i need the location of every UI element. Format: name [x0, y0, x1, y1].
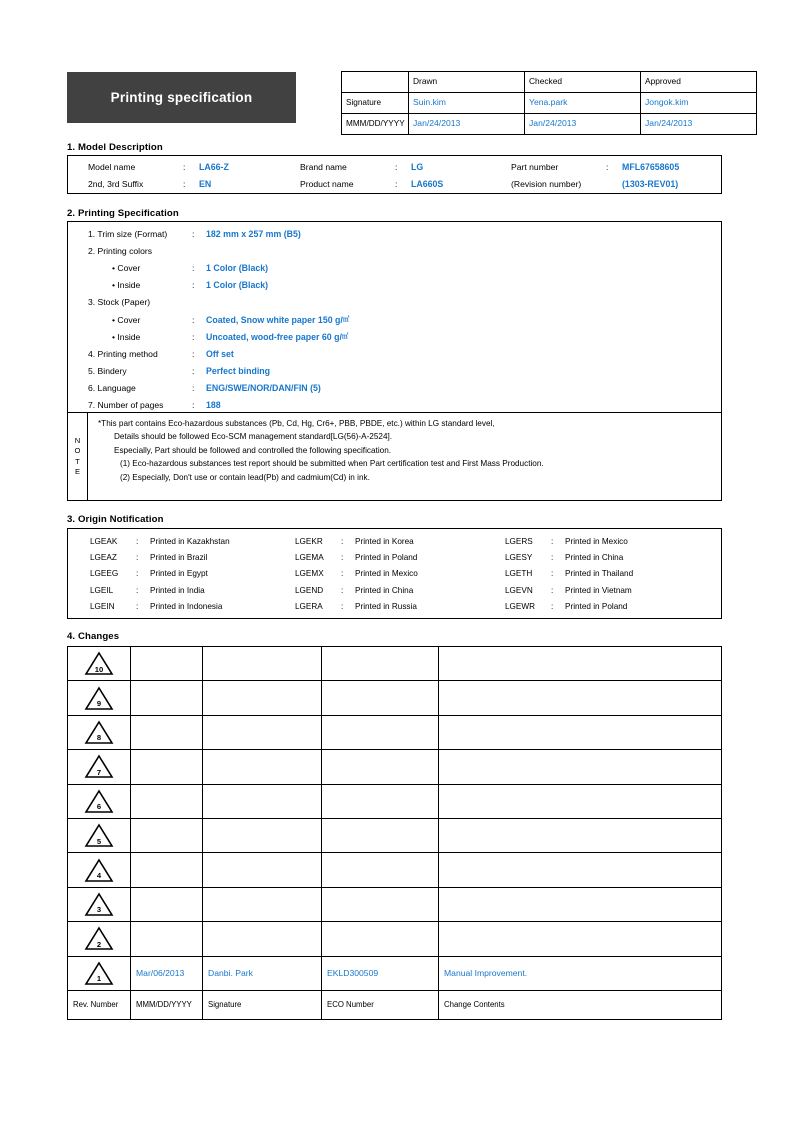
table-row	[68, 922, 722, 956]
revision-triangle-icon	[84, 858, 114, 883]
origin-text: Printed in Mexico	[565, 536, 628, 546]
spec-label: 1. Trim size (Format)	[88, 228, 168, 239]
model-description-row-1	[68, 158, 721, 176]
note-label-letter: T	[75, 456, 80, 466]
changes-contents-cell	[439, 647, 722, 681]
spec-row	[68, 242, 721, 259]
field-label: (Revision number)	[511, 179, 582, 189]
origin-code: LGEAZ	[90, 553, 117, 563]
spec-label: • Cover	[112, 314, 141, 325]
spec-label: • Inside	[112, 280, 141, 291]
signoff-date-drawn: Jan/24/2013	[409, 114, 525, 135]
changes-contents-cell	[439, 681, 722, 715]
changes-rev-cell	[68, 681, 131, 715]
printing-specification-list	[68, 225, 721, 414]
origin-code: LGEMX	[295, 569, 324, 579]
changes-contents-cell	[439, 784, 722, 818]
table-row	[68, 853, 722, 887]
field-colon: :	[395, 179, 398, 189]
model-description-row-2	[68, 175, 721, 193]
spec-row	[68, 380, 721, 397]
revision-number: 9	[96, 698, 102, 708]
origin-text: Printed in Korea	[355, 536, 414, 546]
origin-code: LGEWR	[505, 602, 536, 612]
spec-value-text: Coated, Snow white paper 150 g/	[206, 315, 343, 326]
origin-code: LGEKR	[295, 536, 323, 546]
section-heading-model-description: 1. Model Description	[67, 142, 163, 153]
changes-signature-cell	[203, 647, 322, 681]
signoff-signature-drawn: Suin.kim	[409, 93, 525, 114]
field-colon: :	[183, 162, 186, 172]
field-value: LG	[411, 162, 424, 172]
spec-colon: :	[192, 348, 195, 359]
field-label: Product name	[300, 179, 354, 189]
changes-eco-cell	[322, 784, 439, 818]
revision-triangle-icon	[84, 651, 114, 676]
origin-colon: :	[341, 602, 344, 612]
origin-code: LGERA	[295, 602, 323, 612]
changes-date-cell	[131, 853, 203, 887]
origin-column-3	[505, 533, 633, 615]
note-line: (1) Eco-hazardous substances test report should be submitted when Part certification test and First Mass Production.	[120, 459, 544, 469]
changes-date-cell: Mar/06/2013	[131, 956, 203, 990]
spec-colon: :	[192, 280, 195, 291]
origin-row	[295, 599, 418, 615]
field-value: EN	[199, 179, 212, 189]
field-value: LA66-Z	[199, 162, 229, 172]
changes-footer-contents: Change Contents	[439, 990, 722, 1019]
origin-row	[505, 549, 633, 565]
origin-text: Printed in Poland	[355, 553, 418, 563]
origin-text: Printed in Poland	[565, 602, 628, 612]
signoff-row-label: MMM/DD/YYYY	[342, 114, 409, 135]
signoff-header-row	[342, 72, 757, 93]
spec-label: 7. Number of pages	[88, 400, 164, 411]
origin-text: Printed in Mexico	[355, 569, 418, 579]
changes-signature-cell	[203, 922, 322, 956]
revision-number: 5	[96, 836, 102, 846]
origin-text: Printed in Russia	[355, 602, 417, 612]
table-row	[68, 818, 722, 852]
spec-colon: :	[192, 262, 195, 273]
spec-label: • Cover	[112, 262, 141, 273]
origin-colon: :	[341, 585, 344, 595]
spec-label: • Inside	[112, 331, 141, 342]
origin-colon: :	[136, 585, 139, 595]
changes-date-cell	[131, 887, 203, 921]
changes-rev-cell	[68, 784, 131, 818]
table-row	[68, 715, 722, 749]
origin-text: Printed in Kazakhstan	[150, 536, 230, 546]
changes-table-body	[68, 647, 722, 1020]
table-row	[68, 956, 722, 990]
changes-rev-cell	[68, 647, 131, 681]
changes-date-cell	[131, 818, 203, 852]
signoff-signature-checked: Yena.park	[525, 93, 641, 114]
origin-row	[90, 566, 230, 582]
spec-value: Perfect binding	[206, 366, 271, 377]
table-row	[68, 681, 722, 715]
origin-colon: :	[136, 553, 139, 563]
origin-text: Printed in Brazil	[150, 553, 208, 563]
origin-colon: :	[341, 536, 344, 546]
origin-colon: :	[551, 569, 554, 579]
origin-column-1	[90, 533, 230, 615]
table-row	[68, 784, 722, 818]
origin-row	[505, 582, 633, 598]
field-colon: :	[395, 162, 398, 172]
note-label-letter: O	[74, 446, 81, 456]
origin-colon: :	[551, 602, 554, 612]
note-line: Especially, Part should be followed and controlled the following specification.	[114, 445, 392, 455]
spec-colon: :	[192, 366, 195, 377]
origin-row	[505, 533, 633, 549]
changes-signature-cell	[203, 681, 322, 715]
changes-date-cell	[131, 750, 203, 784]
changes-eco-cell	[322, 647, 439, 681]
spec-value-unit: ㎡	[341, 333, 349, 341]
origin-row	[90, 549, 230, 565]
spec-label: 4. Printing method	[88, 348, 158, 359]
origin-text: Printed in India	[150, 585, 205, 595]
spec-label: 2. Printing colors	[88, 245, 153, 256]
origin-colon: :	[136, 536, 139, 546]
changes-date-cell	[131, 681, 203, 715]
signoff-table	[341, 71, 757, 135]
field-value: MFL67658605	[622, 162, 680, 172]
signoff-row-label: Signature	[342, 93, 409, 114]
changes-eco-cell	[322, 681, 439, 715]
changes-contents-cell	[439, 922, 722, 956]
origin-code: LGEVN	[505, 585, 533, 595]
spec-colon: :	[192, 314, 195, 325]
changes-eco-cell	[322, 818, 439, 852]
section-heading-changes: 4. Changes	[67, 631, 120, 642]
origin-text: Printed in Egypt	[150, 569, 208, 579]
revision-number: 1	[96, 974, 102, 984]
spec-value: 1 Color (Black)	[206, 262, 269, 273]
field-suffix	[88, 179, 211, 189]
changes-contents-cell	[439, 715, 722, 749]
spec-colon: :	[192, 228, 195, 239]
revision-number: 10	[94, 664, 104, 674]
changes-eco-cell: EKLD300509	[322, 956, 439, 990]
printing-specification-box	[67, 221, 722, 501]
changes-contents-cell: Manual Improvement.	[439, 956, 722, 990]
spec-label: 6. Language	[88, 383, 136, 394]
changes-footer-rev: Rev. Number	[68, 990, 131, 1019]
origin-colon: :	[341, 569, 344, 579]
origin-row	[90, 599, 230, 615]
field-product-name	[300, 179, 443, 189]
changes-rev-cell	[68, 956, 131, 990]
origin-notification-box	[67, 528, 722, 619]
changes-rev-cell	[68, 715, 131, 749]
field-revision-number	[511, 179, 678, 189]
origin-code: LGESY	[505, 553, 533, 563]
spec-row	[68, 345, 721, 362]
spec-value	[206, 314, 349, 325]
field-colon: :	[183, 179, 186, 189]
changes-contents-cell	[439, 750, 722, 784]
spec-label: 5. Bindery	[88, 366, 127, 377]
changes-footer-signature: Signature	[203, 990, 322, 1019]
changes-rev-cell	[68, 818, 131, 852]
origin-colon: :	[551, 536, 554, 546]
origin-colon: :	[136, 602, 139, 612]
origin-code: LGERS	[505, 536, 533, 546]
revision-number: 2	[96, 939, 102, 949]
field-model-name	[88, 162, 229, 172]
note-label-letter: E	[74, 466, 81, 476]
spec-value-unit: ㎡	[342, 316, 350, 324]
field-label: Model name	[88, 162, 136, 172]
origin-colon: :	[136, 569, 139, 579]
signoff-date-checked: Jan/24/2013	[525, 114, 641, 135]
table-row	[68, 647, 722, 681]
field-value: LA660S	[411, 179, 444, 189]
origin-text: Printed in Thailand	[565, 569, 634, 579]
origin-code: LGEAK	[90, 536, 118, 546]
changes-signature-cell	[203, 750, 322, 784]
note-line: (2) Especially, Don't use or contain lead(Pb) and cadmium(Cd) in ink.	[120, 473, 370, 483]
origin-row	[90, 582, 230, 598]
changes-signature-cell	[203, 887, 322, 921]
note-vertical-label	[68, 413, 88, 500]
origin-row	[295, 582, 418, 598]
origin-colon: :	[551, 553, 554, 563]
origin-code: LGEIL	[90, 585, 114, 595]
origin-row	[90, 533, 230, 549]
origin-colon: :	[341, 553, 344, 563]
origin-row	[505, 599, 633, 615]
spec-colon: :	[192, 400, 195, 411]
revision-number: 6	[96, 802, 102, 812]
changes-date-cell	[131, 784, 203, 818]
spec-value-text: Uncoated, wood-free paper 60 g/	[206, 332, 342, 343]
signoff-corner-cell	[342, 72, 409, 93]
signoff-col-checked: Checked	[525, 72, 641, 93]
signoff-col-drawn: Drawn	[409, 72, 525, 93]
origin-code: LGETH	[505, 569, 533, 579]
changes-eco-cell	[322, 922, 439, 956]
spec-colon: :	[192, 331, 195, 342]
origin-row	[295, 566, 418, 582]
signoff-signature-approved: Jongok.kim	[641, 93, 757, 114]
revision-number: 7	[96, 767, 102, 777]
field-value: (1303-REV01)	[622, 179, 679, 189]
origin-row	[295, 533, 418, 549]
section-heading-printing-specification: 2. Printing Specification	[67, 208, 179, 219]
field-label: Brand name	[300, 162, 347, 172]
field-label: Part number	[511, 162, 559, 172]
changes-table	[67, 646, 722, 1020]
changes-contents-cell	[439, 818, 722, 852]
changes-rev-cell	[68, 750, 131, 784]
spec-value: 182 mm x 257 mm (B5)	[206, 228, 301, 239]
origin-code: LGEMA	[295, 553, 324, 563]
spec-row	[68, 294, 721, 311]
note-block	[68, 412, 721, 500]
changes-rev-cell	[68, 887, 131, 921]
origin-text: Printed in China	[565, 553, 624, 563]
spec-row	[68, 311, 721, 328]
origin-text: Printed in Indonesia	[150, 602, 223, 612]
origin-text: Printed in China	[355, 585, 414, 595]
spec-row	[68, 277, 721, 294]
changes-signature-cell: Danbi. Park	[203, 956, 322, 990]
signoff-row-signature	[342, 93, 757, 114]
revision-number: 4	[96, 870, 102, 880]
spec-row	[68, 225, 721, 242]
changes-footer-date: MMM/DD/YYYY	[131, 990, 203, 1019]
revision-triangle-icon	[84, 686, 114, 711]
revision-triangle-icon	[84, 720, 114, 745]
field-part-number	[511, 162, 679, 172]
document-title-band	[67, 72, 296, 123]
spec-value: 188	[206, 400, 221, 411]
section-heading-origin-notification: 3. Origin Notification	[67, 514, 164, 525]
changes-eco-cell	[322, 887, 439, 921]
origin-code: LGEIN	[90, 602, 115, 612]
revision-triangle-icon	[84, 823, 114, 848]
spec-value: 1 Color (Black)	[206, 280, 269, 291]
note-line: Details should be followed Eco-SCM management standard[LG(56)-A-2524].	[114, 432, 393, 442]
spec-value: Off set	[206, 348, 234, 359]
changes-eco-cell	[322, 750, 439, 784]
changes-footer-eco: ECO Number	[322, 990, 439, 1019]
origin-code: LGEND	[295, 585, 324, 595]
note-line: *This part contains Eco-hazardous substances (Pb, Cd, Hg, Cr6+, PBB, PBDE, etc.) within LG standard level,	[98, 418, 495, 428]
origin-colon: :	[551, 585, 554, 595]
changes-contents-cell	[439, 853, 722, 887]
field-colon: :	[606, 162, 609, 172]
changes-date-cell	[131, 922, 203, 956]
revision-triangle-icon	[84, 892, 114, 917]
revision-number: 8	[96, 733, 102, 743]
changes-footer-row	[68, 990, 722, 1019]
spec-row	[68, 259, 721, 276]
changes-rev-cell	[68, 922, 131, 956]
changes-signature-cell	[203, 715, 322, 749]
note-text-body	[88, 413, 721, 500]
revision-triangle-icon	[84, 926, 114, 951]
origin-row	[295, 549, 418, 565]
origin-row	[505, 566, 633, 582]
changes-date-cell	[131, 647, 203, 681]
spec-row	[68, 363, 721, 380]
revision-triangle-icon	[84, 754, 114, 779]
changes-signature-cell	[203, 784, 322, 818]
spec-label: 3. Stock (Paper)	[88, 297, 151, 308]
changes-contents-cell	[439, 887, 722, 921]
revision-triangle-icon	[84, 961, 114, 986]
spec-value: ENG/SWE/NOR/DAN/FIN (5)	[206, 383, 321, 394]
model-description-box	[67, 155, 722, 194]
spec-value	[206, 331, 348, 342]
field-label: 2nd, 3rd Suffix	[88, 179, 144, 189]
changes-eco-cell	[322, 715, 439, 749]
origin-code: LGEEG	[90, 569, 119, 579]
table-row	[68, 887, 722, 921]
signoff-body	[342, 72, 757, 135]
changes-signature-cell	[203, 818, 322, 852]
revision-triangle-icon	[84, 789, 114, 814]
changes-eco-cell	[322, 853, 439, 887]
table-row	[68, 750, 722, 784]
changes-signature-cell	[203, 853, 322, 887]
page-title: Printing specification	[110, 90, 253, 105]
spec-row	[68, 328, 721, 345]
field-brand-name	[300, 162, 423, 172]
model-description-grid	[68, 156, 721, 193]
changes-date-cell	[131, 715, 203, 749]
changes-rev-cell	[68, 853, 131, 887]
signoff-row-date	[342, 114, 757, 135]
spec-colon: :	[192, 383, 195, 394]
signoff-date-approved: Jan/24/2013	[641, 114, 757, 135]
origin-text: Printed in Vietnam	[565, 585, 632, 595]
signoff-col-approved: Approved	[641, 72, 757, 93]
revision-number: 3	[96, 905, 102, 915]
note-label-letter: N	[74, 436, 81, 446]
origin-column-2	[295, 533, 418, 615]
